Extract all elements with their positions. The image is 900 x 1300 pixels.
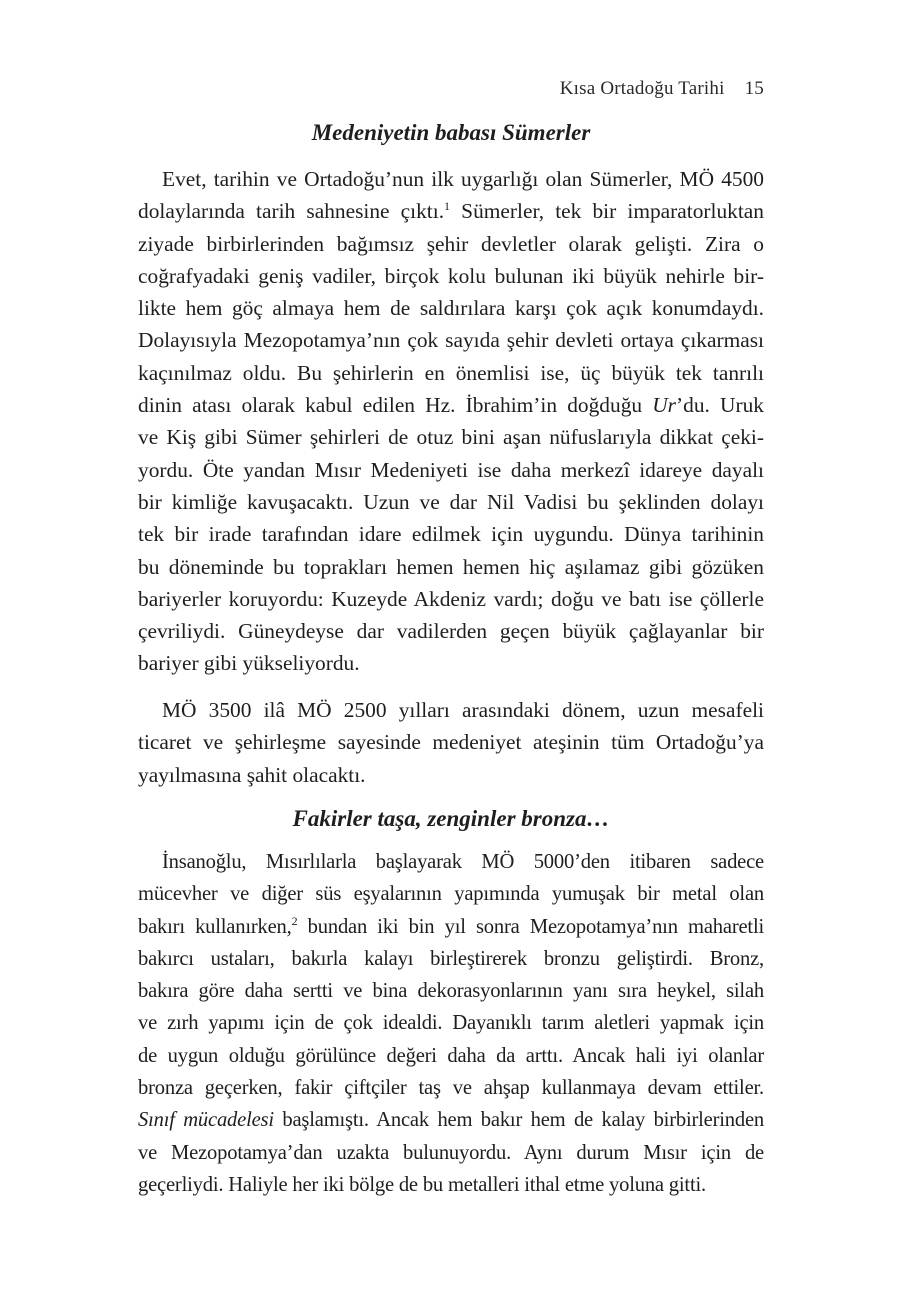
- text-line: çevriliydi. Güneydeyse dar vadilerden geçen büyük çağlayanlar bir: [138, 619, 764, 644]
- paragraph-bronz-1: [138, 846, 764, 1201]
- text-line: ve zırh yapımı için de çok idealdi. Dayanıklı tarım aletleri yapmak için: [138, 1012, 764, 1035]
- text-line: kaçınılmaz oldu. Bu şehirlerin en önemlisi ise, üç büyük tek tanrılı: [138, 360, 764, 385]
- text-line: [138, 911, 764, 943]
- book-title: Kısa Ortadoğu Tarihi: [559, 78, 725, 99]
- text-line: İnsanoğlu, Mısırlılarla başlayarak MÖ 5000’den itibaren sadece: [162, 851, 764, 873]
- text-line: ve Mezopotamya’dan uzakta bulunuyordu. Aynı durum Mısır için de: [138, 1141, 764, 1164]
- text-line: coğrafyadaki geniş vadiler, birçok kolu bulunan iki büyük nehirle bir-: [138, 263, 764, 288]
- text-line: bu döneminde bu toprakları hemen hemen hiç aşılamaz gibi gözüken: [138, 554, 764, 579]
- text-line: bir kimliğe kavuşacaktı. Uzun ve dar Nil Vadisi bu şeklinden dolayı: [138, 489, 764, 514]
- text-line: geçerliydi. Haliyle her iki bölge de bu metalleri ithal etme yoluna gitti.: [138, 1173, 706, 1196]
- page-number: 15: [744, 78, 764, 99]
- footnote-marker-1: 1: [444, 199, 451, 214]
- text-run: başlamıştı. Ancak hem bakır hem de kalay birbirlerinden: [273, 1109, 764, 1132]
- emphasis-ur: Ur: [652, 393, 677, 418]
- text-run: Sümerler, tek bir imparatorluktan: [450, 199, 764, 224]
- text-line: bronza geçerken, fakir çiftçiler taş ve ahşap kullanmaya devam ettiler.: [138, 1077, 764, 1100]
- text-line: likte hem göç almaya hem de saldırılara karşı çok açık konumdaydı.: [138, 296, 764, 321]
- section-title-sumerler: Medeniyetin babası Sümerler: [311, 120, 591, 145]
- text-line: bakırcı ustaları, bakırla kalayı birleştirerek bronzu geliştirdi. Bronz,: [138, 947, 764, 970]
- text-line: mücevher ve diğer süs eşyalarının yapımında yumuşak bir metal olan: [138, 883, 764, 906]
- text-line: ticaret ve şehirleşme sayesinde medeniyet ateşinin tüm Ortadoğu’ya: [138, 730, 764, 755]
- text-run: bakırı kullanırken,: [138, 915, 292, 938]
- text-line: [138, 1104, 764, 1136]
- text-line: yordu. Öte yandan Mısır Medeniyeti ise daha merkezî idareye dayalı: [138, 457, 764, 482]
- text-line: tek bir irade tarafından idare edilmek için uygundu. Dünya tarihinin: [138, 522, 764, 547]
- text-run: dinin atası olarak kabul edilen Hz. İbrahim’in doğduğu: [138, 393, 653, 418]
- text-line: Evet, tarihin ve Ortadoğu’nun ilk uygarlığı olan Sümerler, MÖ 4500: [162, 167, 764, 191]
- text-line: ziyade birbirlerinden bağımsız şehir devletler olarak gelişti. Zira o: [138, 231, 764, 256]
- paragraph-sumerler-1: [138, 163, 764, 680]
- emphasis-sinif-mucadelesi: Sınıf mücadelesi: [138, 1109, 274, 1132]
- text-run: ’du. Uruk: [676, 393, 764, 418]
- running-header: [560, 78, 764, 100]
- text-line: bariyer gibi yükseliyordu.: [138, 651, 360, 676]
- text-run: dolaylarında tarih sahnesine çıktı.: [138, 199, 445, 224]
- text-line: MÖ 3500 ilâ MÖ 2500 yılları arasındaki dönem, uzun mesafeli: [162, 698, 764, 722]
- text-line: yayılmasına şahit olacaktı.: [138, 762, 366, 787]
- section-title-bronz: Fakirler taşa, zenginler bronza…: [292, 806, 610, 831]
- text-line: bakıra göre daha sertti ve bina dekorasyonlarının yanı sıra heykel, silah: [138, 980, 764, 1003]
- text-line: bariyerler koruyordu: Kuzeyde Akdeniz vardı; doğu ve batı ise çöllerle: [138, 586, 764, 611]
- text-line: [138, 195, 764, 227]
- text-run: bundan iki bin yıl sonra Mezopotamya’nın maharetli: [297, 915, 764, 938]
- text-line: [138, 389, 764, 421]
- footnote-marker-2: 2: [291, 913, 298, 928]
- paragraph-sumerler-2: [138, 694, 764, 791]
- text-line: Dolayısıyla Mezopotamya’nın çok sayıda şehir devleti ortaya çıkarması: [138, 328, 764, 353]
- text-line: ve Kiş gibi Sümer şehirleri de otuz bini aşan nüfuslarıyla dikkat çeki-: [138, 425, 764, 450]
- text-line: de uygun olduğu görülünce değeri daha da arttı. Ancak hali iyi olanlar: [138, 1044, 764, 1067]
